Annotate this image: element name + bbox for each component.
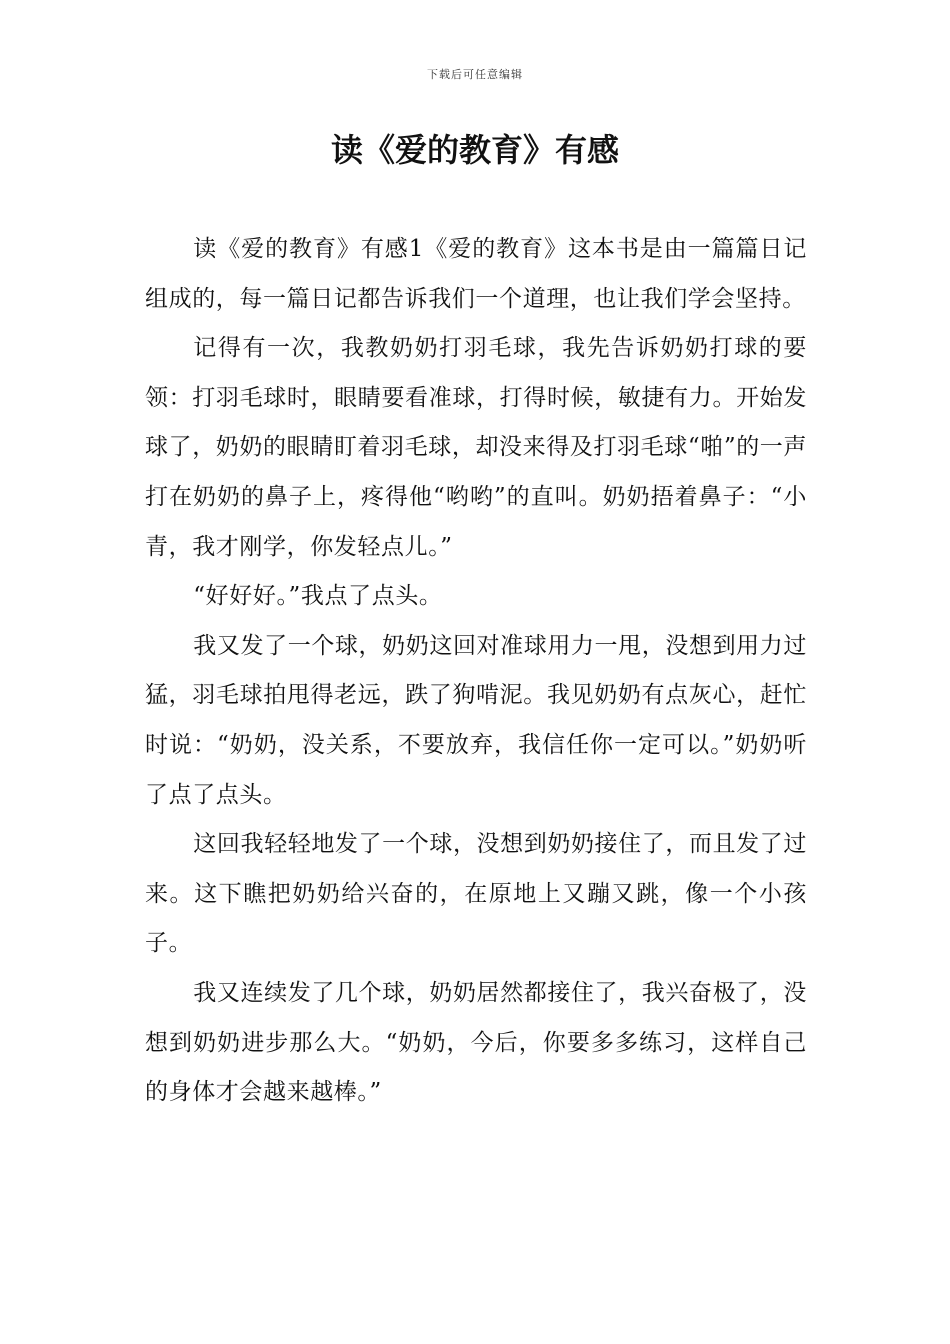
paragraph: 这回我轻轻地发了一个球，没想到奶奶接住了，而且发了过来。这下瞧把奶奶给兴奋的，在原地上又蹦又跳，像一个小孩子。 <box>145 831 807 957</box>
paragraph: 我又发了一个球，奶奶这回对准球用力一甩，没想到用力过猛，羽毛球拍甩得老远，跌了狗啃泥。我见奶奶有点灰心，赶忙时说：“奶奶，没关系，不要放弃，我信任你一定可以。”奶奶听了点了点头。 <box>145 632 807 808</box>
paragraph: 我又连续发了几个球，奶奶居然都接住了，我兴奋极了，没想到奶奶进步那么大。“奶奶，今后，你要多多练习，这样自己的身体才会越来越棒。” <box>145 979 807 1106</box>
paragraph: “好好好。”我点了点头。 <box>193 583 443 610</box>
paragraph: 读《爱的教育》有感1《爱的教育》这本书是由一篇篇日记组成的，每一篇日记都告诉我们一个道理，也让我们学会坚持。 <box>145 236 807 312</box>
header-note: 下载后可任意编辑 <box>427 68 523 81</box>
paragraph: 记得有一次，我教奶奶打羽毛球，我先告诉奶奶打球的要领：打羽毛球时，眼睛要看准球，打得时候，敏捷有力。开始发球了，奶奶的眼睛盯着羽毛球，却没来得及打羽毛球“啪”的一声打在奶奶的鼻子上，疼得他“哟哟”的直叫。奶奶捂着鼻子：“小青，我才刚学，你发轻点儿。” <box>145 335 807 560</box>
document-body <box>145 225 807 1118</box>
document-title: 读《爱的教育》有感 <box>330 131 619 169</box>
